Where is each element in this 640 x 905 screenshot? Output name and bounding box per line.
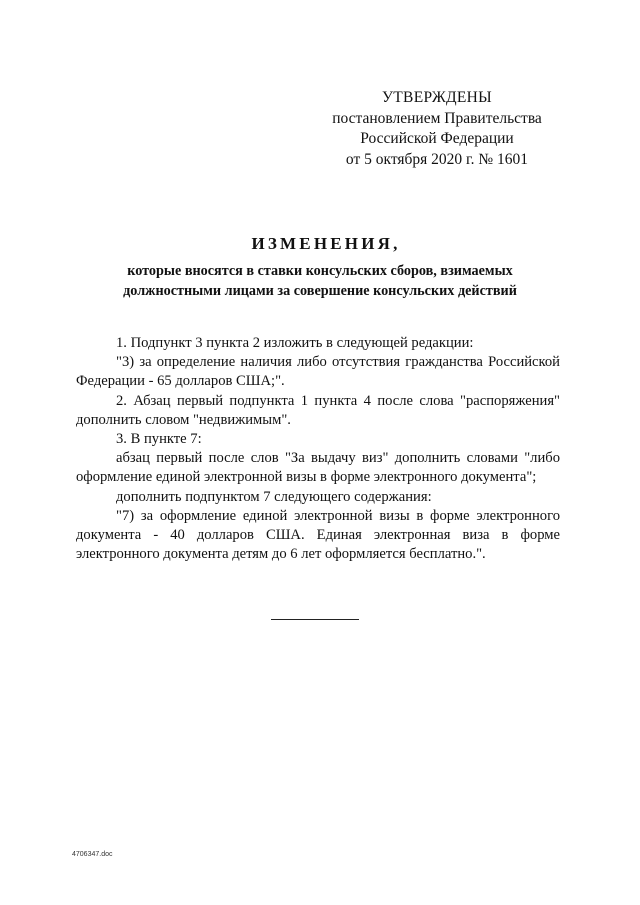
paragraph-1: 1. Подпункт 3 пункта 2 изложить в следующей редакции: (116, 335, 474, 351)
paragraph-2: "3) за определение наличия либо отсутствия гражданства Российской Федерации - 65 долларов США;". (76, 354, 560, 390)
document-subtitle (0, 262, 640, 301)
file-reference: 4706347.doc (72, 851, 113, 858)
paragraph-4: 3. В пункте 7: (116, 431, 202, 448)
approval-line-3: от 5 октября 2020 г. № 1601 (345, 150, 529, 168)
paragraph-5: абзац первый после слов "За выдачу виз" дополнить словами "либо оформление единой электронной визы в форме электронного документа"; (76, 450, 560, 486)
approval-line-1: постановлением Правительства (332, 109, 542, 127)
paragraph-6: дополнить подпунктом 7 следующего содержания: (116, 488, 432, 505)
document-body (76, 334, 560, 564)
subtitle-line-2: должностными лицами за совершение консульских действий (123, 282, 517, 299)
subtitle-line-1: которые вносятся в ставки консульских сборов, взимаемых (127, 263, 513, 279)
paragraph-7: "7) за оформление единой электронной визы в форме электронного документа - 40 долларов США. Единая электронная виза в форме электронного документа детям до 6 лет оформляется бесплатно.". (76, 507, 560, 563)
approval-block (322, 88, 552, 170)
paragraph-3: 2. Абзац первый подпункта 1 пункта 4 после слова "распоряжения" дополнить словом "недвижимым". (76, 392, 560, 428)
document-title: ИЗМЕНЕНИЯ, (251, 234, 401, 253)
approval-heading: УТВЕРЖДЕНЫ (382, 89, 492, 106)
approval-line-2: Российской Федерации (360, 130, 514, 147)
end-separator-line (271, 619, 359, 620)
